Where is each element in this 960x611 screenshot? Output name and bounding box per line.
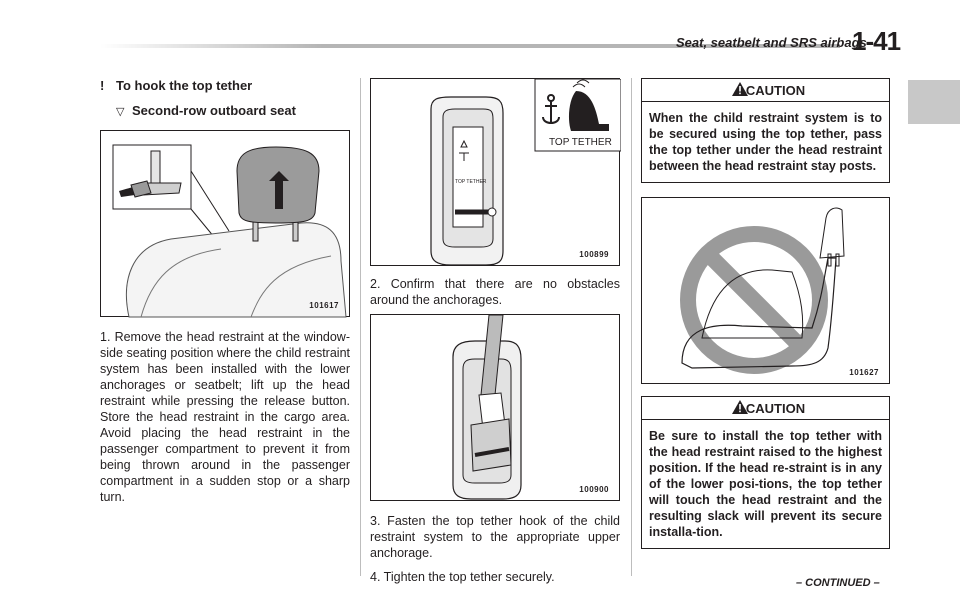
anchorage-check-figure <box>370 314 620 501</box>
middle-column <box>370 78 620 585</box>
caution-text: When the child restraint system is to be secured using the top tether, pass the top tether under the head restraint between the head restraint stay posts. <box>649 111 882 173</box>
caution-box-2 <box>641 396 890 549</box>
top-tether-label: TOP TETHER <box>549 137 612 148</box>
chapter-tab <box>908 80 960 124</box>
seat-illustration <box>101 131 351 318</box>
prohibition-illustration <box>642 198 891 385</box>
figure-number: 101617 <box>309 301 339 310</box>
anchorage-illustration <box>371 79 621 267</box>
caution-title: CAUTION <box>745 401 806 416</box>
warning-icon <box>732 82 748 96</box>
step-1-text: 1. Remove the head restraint at the window-side seating position where the child restraint system has been installed with the lower anchorages or seatbelt; lift up the head restraint while pressing the release button. Store the head restraint in the cargo area. Avoid placing the head restraint in the passenger compartment to prevent it from being thrown around in the passenger compartment in a sudden stop or a sharp turn. <box>100 330 350 504</box>
tether-anchorage-figure <box>370 78 620 266</box>
figure-number: 100900 <box>579 485 609 494</box>
caution-box <box>641 78 890 183</box>
figure-number: 100899 <box>579 250 609 259</box>
step-2-text: 2. Confirm that there are no obstacles around the anchorages. <box>370 277 620 307</box>
column-divider <box>631 78 632 576</box>
caution-header <box>642 79 889 102</box>
continued-label: – CONTINUED – <box>796 577 880 589</box>
section-heading: ! To hook the top tether <box>100 78 253 93</box>
column-divider <box>360 78 361 576</box>
warning-icon <box>732 400 748 414</box>
figure-number: 101627 <box>849 368 879 377</box>
top-tether-small-label: TOP TETHER <box>455 179 487 185</box>
section-title: Seat, seatbelt and SRS airbags <box>676 35 867 50</box>
page-number: 1-41 <box>852 26 901 56</box>
prohibited-installation-figure <box>641 197 890 384</box>
bullet-icon: ! <box>100 78 105 93</box>
left-column <box>100 78 350 505</box>
caution-title: CAUTION <box>745 83 806 98</box>
caution-text: Be sure to install the top tether with the head restraint raised to the highest position. If the head re-straint is in any of the lower posi-tions, the top tether will touch the head restraint and the resulting slack will prevent its secure installa-tion. <box>649 429 882 539</box>
head-restraint-removal-figure <box>100 130 350 317</box>
caution-header <box>642 397 889 420</box>
anchorage-closeup-illustration <box>371 315 621 502</box>
step-4-text: 4. Tighten the top tether securely. <box>370 570 555 584</box>
sub-heading: ▽ Second-row outboard seat <box>116 103 296 118</box>
right-column <box>641 78 890 563</box>
triangle-bullet-icon: ▽ <box>116 106 125 118</box>
step-3-text: 3. Fasten the top tether hook of the child restraint system to the appropriate upper anchorage. <box>370 514 620 560</box>
